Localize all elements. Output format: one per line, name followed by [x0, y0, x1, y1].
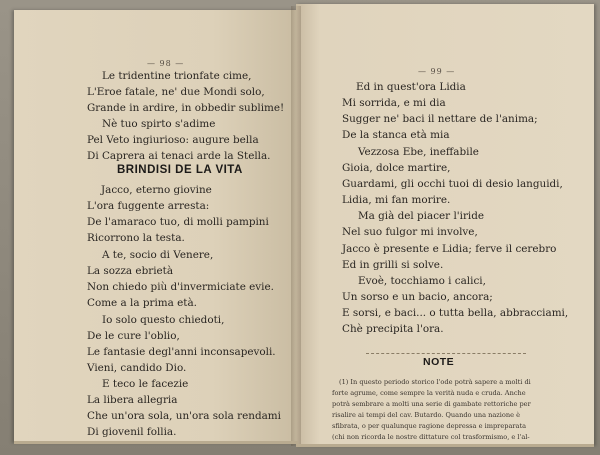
stanza-line: Nè tuo spirto s'adime	[102, 118, 216, 130]
stanza-line: Grande in ardire, in obbedir sublime!	[87, 102, 285, 114]
poem-line: La sozza ebrietà	[87, 265, 174, 277]
poem-line: Jacco, eterno giovine	[101, 184, 212, 196]
poem-line: De l'amaraco tuo, di molli pampini	[87, 216, 269, 228]
note-line: forte agrume, come sempre la verità nuda e cruda. Anche	[332, 389, 526, 397]
stanza-line: Pel Veto ingiurioso: augure bella	[87, 134, 259, 146]
right-page-edge	[296, 444, 594, 447]
note-line: sfibrata, o per qualunque ragione depressa e impreparata	[332, 422, 527, 430]
poem-line: Lidia, mi fan morire.	[342, 194, 451, 206]
poem-line: E teco le facezie	[102, 378, 189, 390]
poem-line: Ricorrono la testa.	[87, 232, 185, 244]
poem-line: L'ora fuggente arresta:	[87, 200, 210, 212]
poem-line: Ma già del piacer l'iride	[358, 210, 485, 222]
left-page-number: — 98 —	[147, 59, 185, 68]
poem-line: Nel suo fulgor mi involve,	[342, 226, 478, 238]
poem-line: Non chiedo più d'invermiciate evie.	[87, 281, 274, 293]
poem-line: Ed in grilli si solve.	[342, 259, 444, 271]
book-gutter	[291, 6, 301, 446]
poem-heading: BRINDISI DE LA VITA	[117, 164, 243, 176]
poem-line: Le fantasie degl'anni inconsapevoli.	[87, 346, 276, 358]
left-page-edge	[14, 441, 298, 444]
poem-line: E sorsi, e baci... o tutta bella, abbracciami,	[342, 307, 569, 319]
note-line: risalire ai tempi del cav. Butardo. Quando una nazione è	[332, 411, 521, 419]
poem-line: Vezzosa Ebe, ineffabile	[358, 146, 479, 158]
poem-line: Sugger ne' baci il nettare de l'anima;	[342, 113, 538, 125]
poem-line: De le cure l'oblio,	[87, 330, 180, 342]
poem-line: Un sorso e un bacio, ancora;	[342, 291, 493, 303]
stanza-line: L'Eroe fatale, ne' due Mondi solo,	[87, 86, 265, 98]
poem-line: Come a la prima età.	[87, 297, 197, 309]
poem-line: Mi sorrida, e mi dia	[342, 97, 446, 109]
right-page-number: — 99 —	[418, 67, 456, 76]
stanza-line: Di Caprera ai tenaci arde la Stella.	[87, 150, 271, 162]
poem-line: Evoè, tocchiamo i calici,	[358, 275, 486, 287]
note-line: potrà sembrare a molti una serie di gambate rettoriche per	[332, 400, 531, 408]
poem-line: Che un'ora sola, un'ora sola rendami	[87, 410, 281, 422]
poem-line: A te, socio di Venere,	[102, 249, 214, 261]
poem-line: Ed in quest'ora Lidia	[356, 81, 466, 93]
poem-line: Jacco è presente e Lidia; ferve il cerebro	[342, 243, 557, 255]
poem-line: Di giovenil follia.	[87, 426, 177, 438]
poem-line: Chè precipita l'ora.	[342, 323, 444, 335]
note-line: (chi non ricorda le nostre dittature col trasformismo, e l'al-	[332, 433, 530, 441]
stanza-line: Le tridentine trionfate cime,	[102, 70, 252, 82]
left-page	[14, 10, 298, 443]
right-page	[296, 4, 594, 446]
poem-line: Guardami, gli occhi tuoi di desio languidi,	[342, 178, 563, 190]
note-line: (1) In questo periodo storico l'ode potrà sapere a molti di	[339, 378, 531, 386]
poem-line: Io solo questo chiedoti,	[102, 314, 225, 326]
poem-line: Vieni, candido Dio.	[87, 362, 187, 374]
notes-heading: NOTE	[423, 356, 455, 368]
section-divider	[366, 353, 526, 354]
poem-line: De la stanca età mia	[342, 129, 450, 141]
poem-line: Gioia, dolce martire,	[342, 162, 451, 174]
poem-line: La libera allegria	[87, 394, 178, 406]
